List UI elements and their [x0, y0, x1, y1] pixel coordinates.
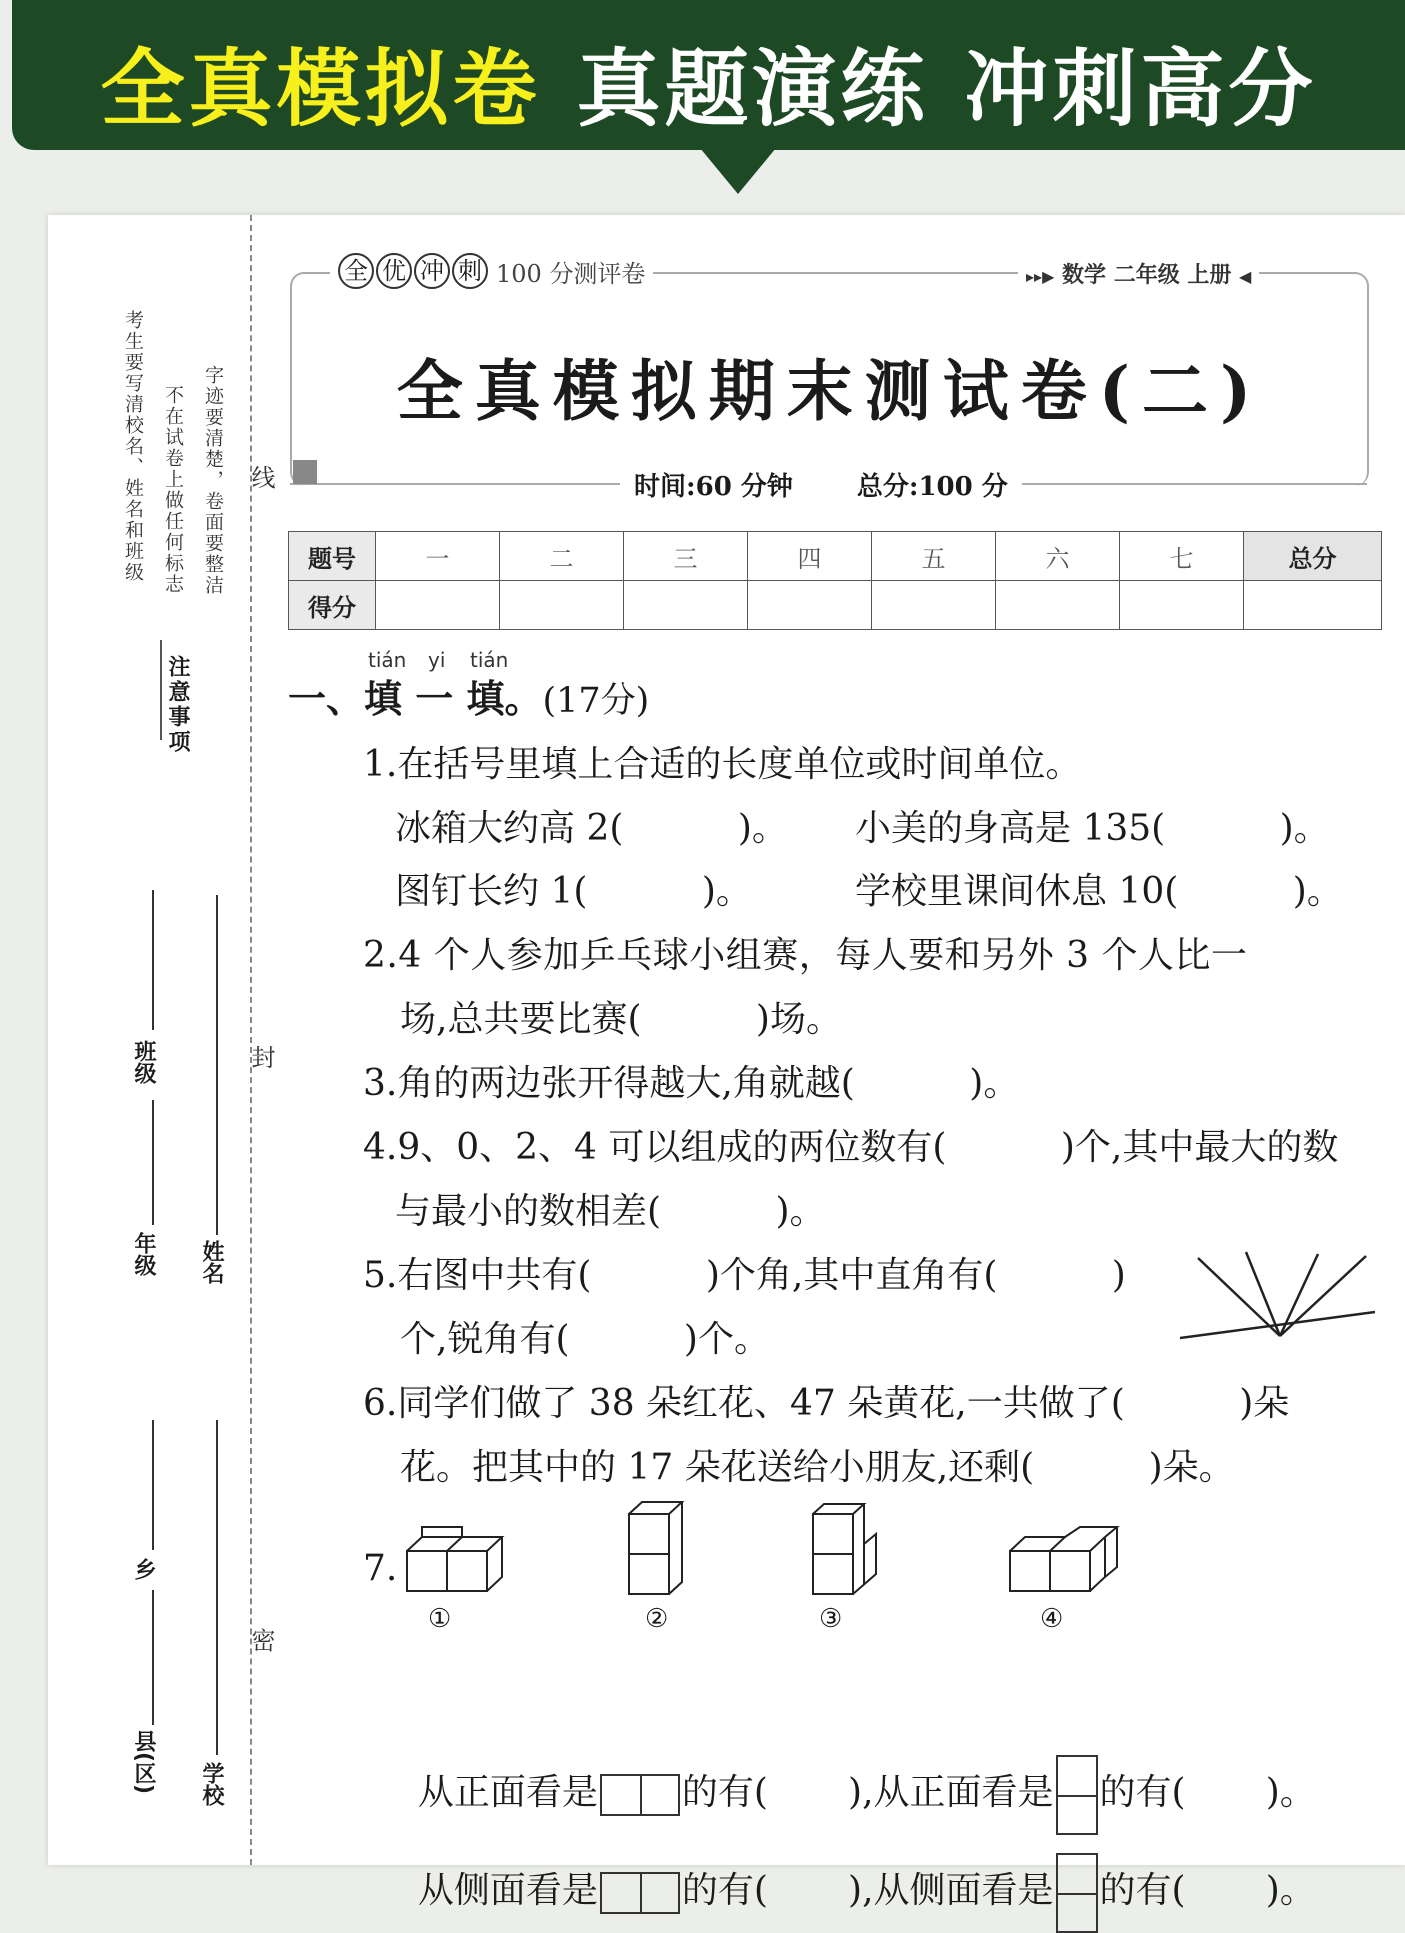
- angle-ray: [1280, 1254, 1318, 1336]
- q1b-text: 小美的身高是 135( )。: [855, 808, 1330, 849]
- banner-pointer: [700, 148, 776, 194]
- county-line[interactable]: [152, 1590, 154, 1725]
- field-name-label: 姓名: [199, 1240, 224, 1284]
- fig-label-1: ①: [428, 1604, 452, 1634]
- fig-label-4: ④: [1040, 1604, 1064, 1634]
- banner-part3: 冲刺高分: [964, 40, 1317, 138]
- q4b-text: 与最小的数相差( )。: [395, 1191, 826, 1232]
- q7-side-c: 的有( )。: [1099, 1870, 1316, 1911]
- q1a-text: 冰箱大约高 2( )。: [395, 808, 788, 849]
- banner-part2: 真题演练: [576, 40, 929, 138]
- row-label-score: 得分: [289, 581, 376, 630]
- brand-char-4: 刺: [452, 253, 488, 289]
- q6b-text: 花。把其中的 17 朵花送给小朋友,还剩( )朵。: [400, 1447, 1235, 1488]
- score-table: [288, 531, 1382, 630]
- field-class-label: 班级: [131, 1040, 156, 1084]
- mark-line: 线: [247, 465, 275, 489]
- two-squares-horizontal-icon: [600, 1872, 680, 1914]
- brand-char-1: 全: [338, 253, 374, 289]
- angle-ray: [1280, 1256, 1366, 1336]
- q1d-text: 学校里课间休息 10( )。: [855, 871, 1343, 912]
- table-row: [289, 581, 1382, 630]
- angles-figure: [1180, 1250, 1375, 1350]
- time-info: [620, 466, 1022, 503]
- section-title: [288, 668, 649, 723]
- square-mark-icon: [293, 460, 317, 484]
- col-header: 二: [500, 532, 624, 581]
- total-score: 总分:100 分: [856, 472, 1008, 502]
- banner-part1: 全真模拟卷: [100, 40, 541, 138]
- score-cell[interactable]: [748, 581, 872, 630]
- q7-front-a: 从正面看是: [417, 1772, 598, 1813]
- col-header: 四: [748, 532, 872, 581]
- q7-side-a: 从侧面看是: [417, 1870, 598, 1911]
- table-row: [289, 532, 1382, 581]
- q7-front-c: 的有( )。: [1099, 1772, 1316, 1813]
- q1-text: 1.在括号里填上合适的长度单位或时间单位。: [363, 744, 1082, 785]
- notes-block: [120, 310, 240, 640]
- class-line[interactable]: [152, 890, 154, 1030]
- fig-label-3: ③: [819, 1604, 843, 1634]
- q7-side-b: 的有( ),从侧面看是: [681, 1870, 1054, 1911]
- score-cell[interactable]: [872, 581, 996, 630]
- subject-label: [1018, 258, 1259, 289]
- triple-arrow-icon: ▸▸▶: [1026, 267, 1055, 286]
- field-grade-label: 年级: [131, 1232, 156, 1276]
- q5a-text: 5.右图中共有( )个角,其中直角有( ): [363, 1255, 1126, 1296]
- score-cell-total[interactable]: [1244, 581, 1382, 630]
- notes-title: 注意事项: [165, 655, 190, 755]
- col-header-total: 总分: [1244, 532, 1382, 581]
- field-school-label: 学校: [199, 1762, 224, 1806]
- q7-side-line: [395, 1765, 1316, 1933]
- mark-secret: 密: [247, 1628, 275, 1652]
- subject-text: 数学 二年级 上册: [1062, 263, 1232, 288]
- school-line[interactable]: [216, 1420, 218, 1755]
- q2b-text: 场,总共要比赛( )场。: [400, 999, 842, 1040]
- section-heading: 一、填 一 填。: [288, 676, 543, 721]
- fig-label-2: ②: [645, 1604, 669, 1634]
- field-county-label: 县(区): [131, 1730, 156, 1795]
- col-header: 六: [996, 532, 1120, 581]
- cube-figure-3: [808, 1500, 888, 1600]
- col-header: 三: [624, 532, 748, 581]
- q5b-text: 个,锐角有( )个。: [400, 1319, 770, 1360]
- cube-figure-4: [1005, 1525, 1130, 1600]
- angle-ray: [1198, 1258, 1280, 1336]
- col-header: 七: [1120, 532, 1244, 581]
- brand-suffix: 100 分测评卷: [496, 259, 646, 288]
- exam-title: 全真模拟期末测试卷(二): [396, 352, 1264, 430]
- top-banner: [12, 0, 1405, 150]
- col-header: 五: [872, 532, 996, 581]
- cube-figure-2: [624, 1500, 689, 1600]
- pinyin-3: tián: [470, 648, 509, 672]
- note-1: 考生要写清校名、姓名和班级: [122, 310, 144, 583]
- q1c-text: 图钉长约 1( )。: [395, 871, 752, 912]
- pinyin-1: tián: [368, 648, 407, 672]
- row-label-number: 题号: [289, 532, 376, 581]
- q7-front-b: 的有( ),从正面看是: [681, 1772, 1054, 1813]
- time-limit: 时间:60 分钟: [634, 472, 793, 502]
- brand-char-3: 冲: [414, 253, 450, 289]
- angle-ray: [1246, 1252, 1280, 1336]
- field-township-label: 乡: [131, 1558, 156, 1580]
- pinyin-2: yi: [428, 648, 446, 672]
- binding-line: [250, 215, 252, 1865]
- score-cell[interactable]: [996, 581, 1120, 630]
- score-cell[interactable]: [1120, 581, 1244, 630]
- note-3: 字迹要清楚，卷面要整洁: [202, 365, 224, 596]
- section-score: (17分): [542, 681, 650, 721]
- township-line[interactable]: [152, 1420, 154, 1550]
- brand-char-2: 优: [376, 253, 412, 289]
- banner-slogan: [12, 22, 1405, 143]
- q3-text: 3.角的两边张开得越大,角就越( )。: [363, 1063, 1020, 1104]
- note-2: 不在试卷上做任何标志: [162, 385, 184, 595]
- q2a-text: 2.4 个人参加乒乓球小组赛，每人要和另外 3 个人比一: [363, 935, 1248, 976]
- score-cell[interactable]: [624, 581, 748, 630]
- name-line[interactable]: [216, 895, 218, 1235]
- q7-label: 7.: [363, 1548, 398, 1589]
- q4a-text: 4.9、0、2、4 可以组成的两位数有( )个,其中最大的数: [363, 1127, 1339, 1168]
- score-cell[interactable]: [500, 581, 624, 630]
- grade-line[interactable]: [152, 1100, 154, 1225]
- two-squares-vertical-icon: [1056, 1853, 1098, 1933]
- brand-logo: [330, 253, 653, 289]
- q6a-text: 6.同学们做了 38 朵红花、47 朵黄花,一共做了( )朵: [363, 1383, 1290, 1424]
- col-header: 一: [376, 532, 500, 581]
- left-arrow-icon: ◀: [1239, 267, 1252, 286]
- mark-seal: 封: [247, 1045, 275, 1069]
- score-cell[interactable]: [376, 581, 500, 630]
- cube-figure-1: [400, 1525, 510, 1600]
